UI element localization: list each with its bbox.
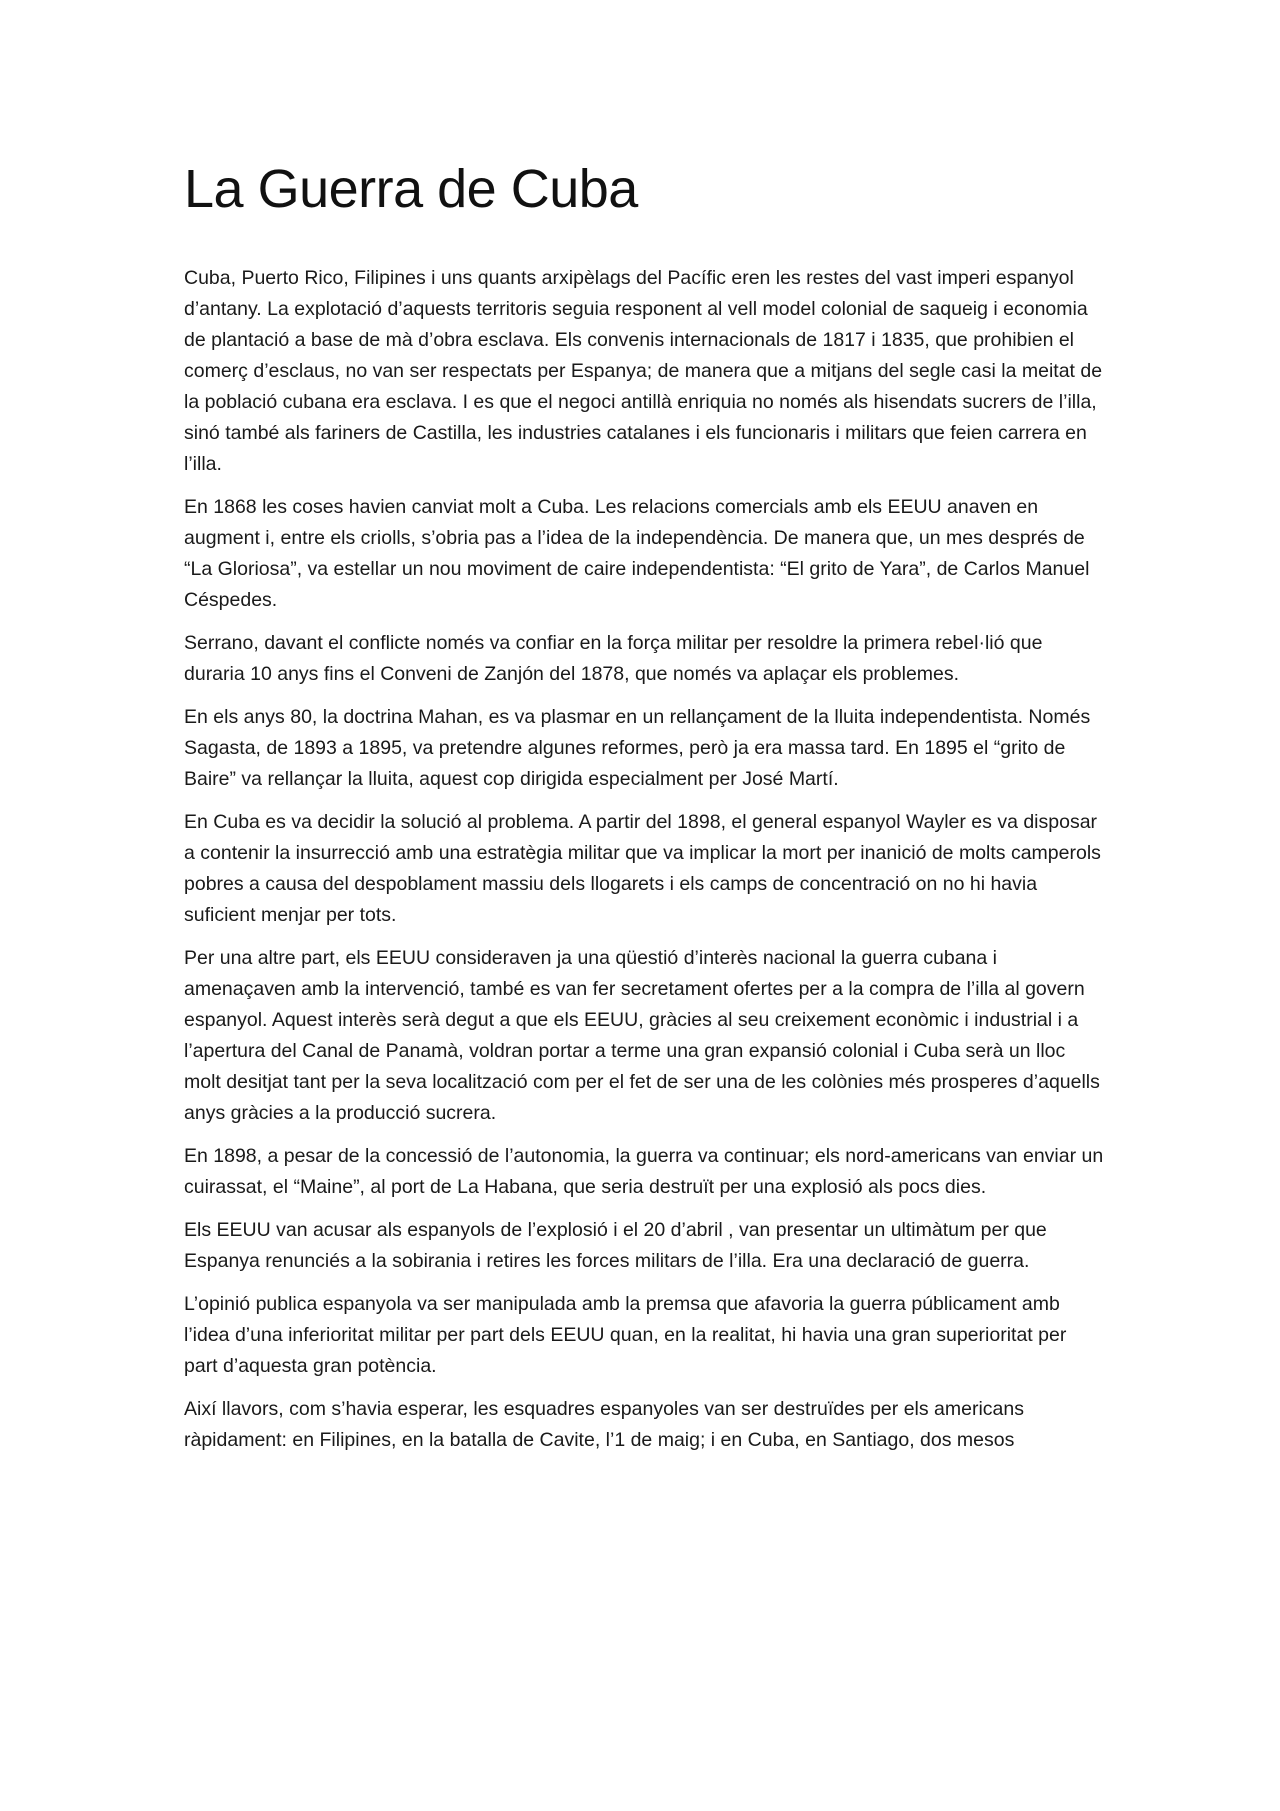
document-body <box>184 160 1104 1468</box>
paragraph-1880s-grito-de-baire: En els anys 80, la doctrina Mahan, es va plasmar en un rellançament de la lluita independentista. Només Sagasta, de 1893 a 1895, va pretendre algunes reformes, però ja era massa tard. En 1895 el “grito de Baire” va rellançar la lluita, aquest cop dirigida especialment per José Martí. <box>184 706 1091 791</box>
paragraph-serrano-zanjon: Serrano, davant el conflicte només va confiar en la força militar per resoldre la primera rebel·lió que duraria 10 anys fins el Conveni de Zanjón del 1878, que només va aplaçar els problemes. <box>184 632 1043 686</box>
document-title: La Guerra de Cuba <box>184 159 638 219</box>
paragraph-1868-grito-de-yara: En 1868 les coses havien canviat molt a Cuba. Les relacions comercials amb els EEUU anaven en augment i, entre els criolls, s’obria pas a l’idea de la independència. De manera que, un mes després de “La Gloriosa”, va estellar un nou moviment de caire independentista: “El grito de Yara”, de Carlos Manuel Céspedes. <box>184 496 1090 612</box>
paragraph-maine-explosion: En 1898, a pesar de la concessió de l’autonomia, la guerra va continuar; els nord-americans van enviar un cuirassat, el “Maine”, al port de La Habana, que seria destruït per una explosió als pocs dies. <box>184 1145 1104 1199</box>
paragraph-public-opinion: L’opinió publica espanyola va ser manipulada amb la premsa que afavoria la guerra públicament amb l’idea d’una inferioritat militar per part dels EEUU quan, en la realitat, hi havia una gran superioritat per part d’aquesta gran potència. <box>184 1293 1067 1378</box>
paragraph-fleet-destruction: Així llavors, com s’havia esperar, les esquadres espanyoles van ser destruïdes per els americans ràpidament: en Filipines, en la batalla de Cavite, l’1 de maig; i en Cuba, en Santiago, dos mesos <box>184 1398 1024 1452</box>
paragraph-wayler-strategy: En Cuba es va decidir la solució al problema. A partir del 1898, el general espanyol Wayler es va disposar a contenir la insurrecció amb una estratègia militar que va implicar la mort per inanició de molts camperols pobres a causa del despoblament massiu dels llogarets i els camps de concentració on no hi havia suficient menjar per tots. <box>184 811 1101 927</box>
paragraph-slave-colonial-model: Cuba, Puerto Rico, Filipines i uns quants arxipèlags del Pacífic eren les restes del vast imperi espanyol d’antany. La explotació d’aquests territoris seguia responent al vell model colonial de saqueig i economia de plantació a base de mà d’obra esclava. Els convenis internacionals de 1817 i 1835, que prohibien el comerç d’esclaus, no van ser respectats per Espanya; de manera que a mitjans del segle casi la meitat de la població cubana era esclava. I es que el negoci antillà enriquia no només als hisendats sucrers de l’illa, sinó també als fariners de Castilla, les industries catalanes i els funcionaris i militars que feien carrera en l’illa. <box>184 267 1103 476</box>
paragraph-eeuu-interest: Per una altre part, els EEUU consideraven ja una qüestió d’interès nacional la guerra cubana i amenaçaven amb la intervenció, també es van fer secretament ofertes per a la compra de l’illa al govern espanyol. Aquest interès serà degut a que els EEUU, gràcies al seu creixement econòmic i industrial i a l’apertura del Canal de Panamà, voldran portar a terme una gran expansió colonial i Cuba serà un lloc molt desitjat tant per la seva localització com per el fet de ser una de les colònies més prosperes d’aquells anys gràcies a la producció sucrera. <box>184 947 1100 1125</box>
paragraph-ultimatum: Els EEUU van acusar als espanyols de l’explosió i el 20 d’abril , van presentar un ultimàtum per que Espanya renunciés a la sobirania i retires les forces militars de l’illa. Era una declaració de guerra. <box>184 1219 1047 1273</box>
